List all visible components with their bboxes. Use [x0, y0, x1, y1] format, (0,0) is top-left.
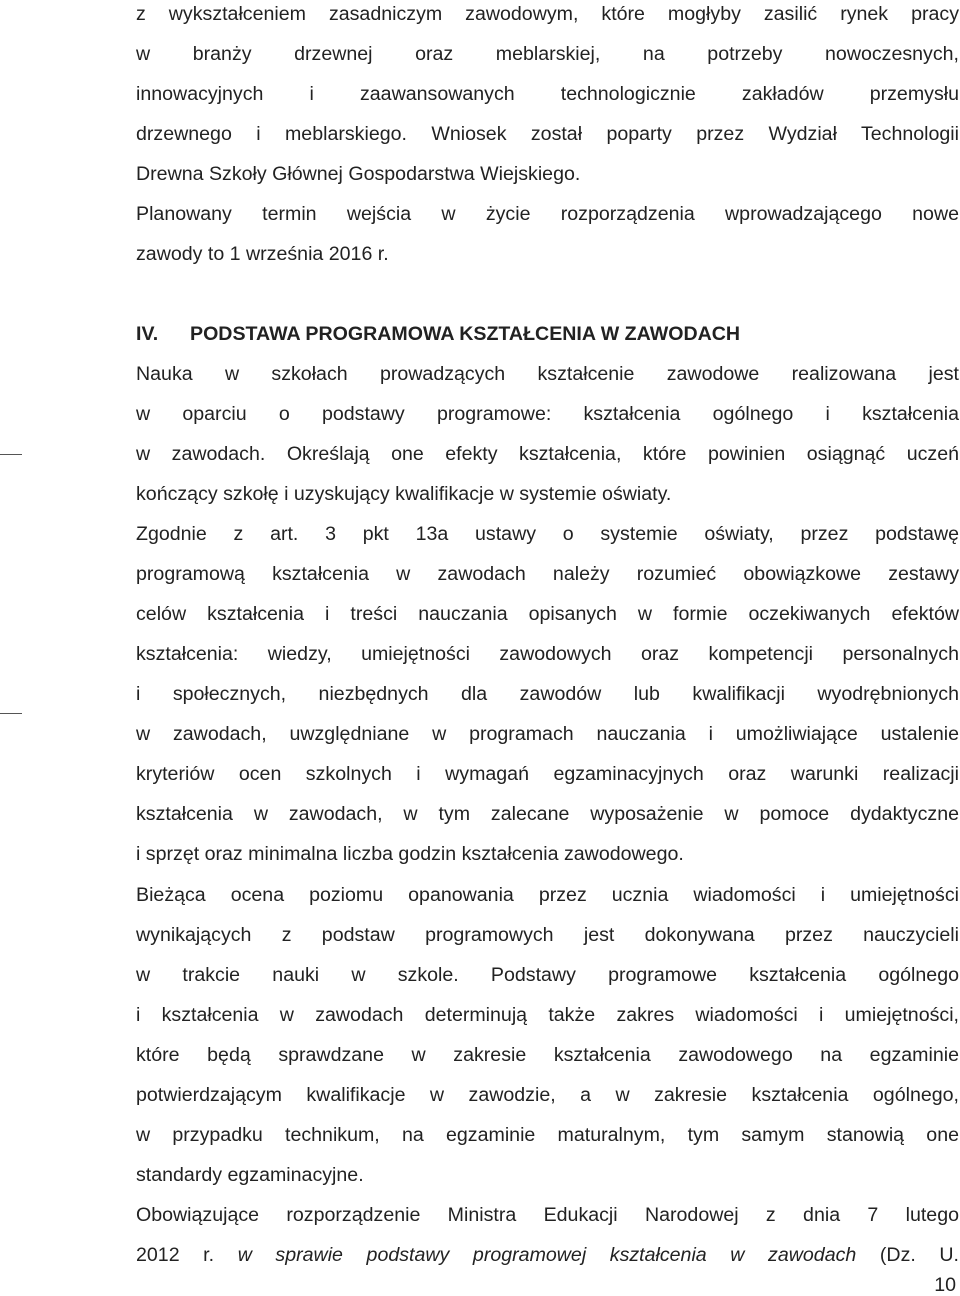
paragraph-1-line-4: drzewnego i meblarskiego. Wniosek został poparty przez Wydział Technologii: [136, 123, 959, 145]
paragraph-5-line-3: w trakcie nauki w szkole. Podstawy programowe kształcenia ogólnego: [136, 964, 959, 986]
paragraph-4-line-3: celów kształcenia i treści nauczania opisanych w formie oczekiwanych efektów: [136, 603, 959, 625]
paragraph-6-line-2-start: 2012 r.: [136, 1244, 238, 1266]
paragraph-6-line-2: [136, 1242, 959, 1268]
paragraph-1-line-2: w branży drzewnej oraz meblarskiej, na potrzeby nowoczesnych,: [136, 43, 959, 65]
page-number: 10: [934, 1274, 956, 1296]
paragraph-4-line-9: i sprzęt oraz minimalna liczba godzin kształcenia zawodowego.: [136, 843, 684, 865]
paragraph-3-line-1: Nauka w szkołach prowadzących kształcenie zawodowe realizowana jest: [136, 363, 959, 385]
paragraph-3-line-2: w oparciu o podstawy programowe: kształcenia ogólnego i kształcenia: [136, 403, 959, 425]
paragraph-5-line-7: w przypadku technikum, na egzaminie maturalnym, tym samym stanowią one: [136, 1124, 959, 1146]
paragraph-3-line-4: kończący szkołę i uzyskujący kwalifikacje w systemie oświaty.: [136, 483, 672, 505]
paragraph-1-line-3: innowacyjnych i zaawansowanych technologicznie zakładów przemysłu: [136, 83, 959, 105]
paragraph-4-line-8: kształcenia w zawodach, w tym zalecane wyposażenie w pomoce dydaktyczne: [136, 803, 959, 825]
paragraph-4-line-6: w zawodach, uwzględniane w programach nauczania i umożliwiające ustalenie: [136, 723, 959, 745]
paragraph-6-line-2-end: (Dz. U.: [856, 1244, 960, 1266]
paragraph-5-line-5: które będą sprawdzane w zakresie kształcenia zawodowego na egzaminie: [136, 1044, 959, 1066]
paragraph-4-line-5: i społecznych, niezbędnych dla zawodów lub kwalifikacji wyodrębnionych: [136, 683, 959, 705]
paragraph-2-line-1: Planowany termin wejścia w życie rozporządzenia wprowadzającego nowe: [136, 203, 959, 225]
section-heading: [136, 321, 959, 347]
paragraph-4-line-2: programową kształcenia w zawodach należy rozumieć obowiązkowe zestawy: [136, 563, 959, 585]
margin-mark: [0, 454, 22, 455]
paragraph-1-line-1: z wykształceniem zasadniczym zawodowym, które mogłyby zasilić rynek pracy: [136, 3, 959, 25]
paragraph-5-line-1: Bieżąca ocena poziomu opanowania przez ucznia wiadomości i umiejętności: [136, 884, 959, 906]
paragraph-1-line-5: Drewna Szkoły Głównej Gospodarstwa Wiejskiego.: [136, 163, 581, 185]
section-title: PODSTAWA PROGRAMOWA KSZTAŁCENIA W ZAWODACH: [190, 323, 741, 345]
paragraph-4-line-4: kształcenia: wiedzy, umiejętności zawodowych oraz kompetencji personalnych: [136, 643, 959, 665]
paragraph-4-line-1: Zgodnie z art. 3 pkt 13a ustawy o systemie oświaty, przez podstawę: [136, 523, 959, 545]
regulation-title: w sprawie podstawy programowej kształcenia w zawodach: [237, 1244, 857, 1266]
paragraph-5-line-4: i kształcenia w zawodach determinują także zakres wiadomości i umiejętności,: [136, 1004, 959, 1026]
paragraph-5-line-8: standardy egzaminacyjne.: [136, 1164, 364, 1186]
paragraph-2-line-2: zawody to 1 września 2016 r.: [136, 243, 389, 265]
margin-mark: [0, 713, 22, 714]
paragraph-6-line-1: Obowiązujące rozporządzenie Ministra Edukacji Narodowej z dnia 7 lutego: [136, 1204, 959, 1226]
paragraph-3-line-3: w zawodach. Określają one efekty kształcenia, które powinien osiągnąć uczeń: [136, 443, 959, 465]
paragraph-5-line-2: wynikających z podstaw programowych jest dokonywana przez nauczycieli: [136, 924, 959, 946]
section-number: IV.: [136, 323, 159, 345]
paragraph-5-line-6: potwierdzającym kwalifikacje w zawodzie, a w zakresie kształcenia ogólnego,: [136, 1084, 959, 1106]
paragraph-4-line-7: kryteriów ocen szkolnych i wymagań egzaminacyjnych oraz warunki realizacji: [136, 763, 959, 785]
